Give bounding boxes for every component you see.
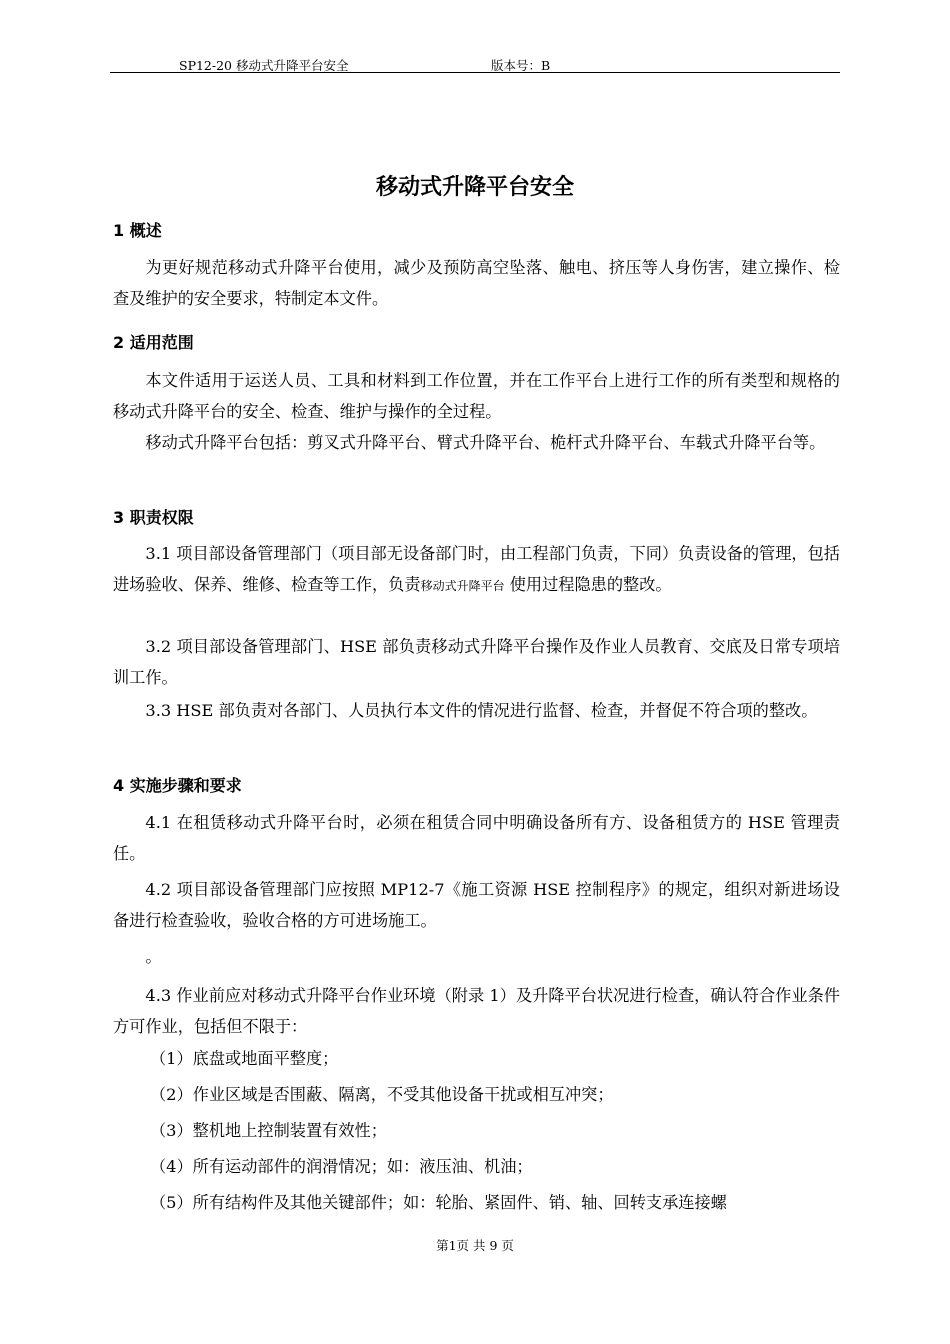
section-3-paragraph-2: 3.2 项目部设备管理部门、HSE 部负责移动式升降平台操作及作业人员教育、交底及日常专项培训工作。 [113, 637, 840, 687]
section-4-paragraph-2: 4.2 项目部设备管理部门应按照 MP12-7《施工资源 HSE 控制程序》的规定，组织对新进场设备进行检查验收，验收合格的方可进场施工。 [113, 880, 840, 930]
header-rule [110, 72, 840, 73]
s3-p1-small-term: 移动式升降平台 [420, 579, 505, 593]
section-2-paragraph-2: 移动式升降平台包括：剪叉式升降平台、臂式升降平台、桅杆式升降平台、车载式升降平台等。 [145, 433, 826, 452]
section-2-paragraph-1: 本文件适用于运送人员、工具和材料到工作位置，并在工作平台上进行工作的所有类型和规格的移动式升降平台的安全、检查、维护与操作的全过程。 [113, 371, 840, 421]
check-item-3: （3）整机地上控制装置有效性； [150, 1121, 387, 1140]
section-4-paragraph-1: 4.1 在租赁移动式升降平台时，必须在租赁合同中明确设备所有方、设备租赁方的 HSE 管理责任。 [113, 813, 840, 863]
s3-p1-part-a: 3.1 项目部设备管理部门（项目部无设备部门时，由工程部门负责，下同）负责设备的管理，包括进场验收、保养、维修、检查等工作，负责 [113, 544, 840, 594]
check-item-4: （4）所有运动部件的润滑情况；如：液压油、机油； [150, 1157, 533, 1176]
header-version: 版本号：B [491, 58, 551, 73]
s3-p1-part-b: 使用过程隐患的整改。 [504, 575, 672, 594]
check-item-2: （2）作业区域是否围蔽、隔离，不受其他设备干扰或相互冲突； [150, 1085, 614, 1104]
document-title: 移动式升降平台安全 [375, 175, 574, 200]
check-item-5: （5）所有结构件及其他关键部件；如：轮胎、紧固件、销、轴、回转支承连接螺 [150, 1193, 727, 1212]
section-3-heading: 3 职责权限 [113, 508, 194, 527]
section-1-paragraph: 为更好规范移动式升降平台使用，减少及预防高空坠落、触电、挤压等人身伤害，建立操作、检查及维护的安全要求，特制定本文件。 [113, 258, 840, 308]
check-item-1: （1）底盘或地面平整度； [150, 1049, 339, 1068]
section-4-paragraph-3: 4.3 作业前应对移动式升降平台作业环境（附录 1）及升降平台状况进行检查，确认符合作业条件方可作业，包括但不限于： [113, 986, 840, 1036]
page-footer: 第1页 共 9 页 [436, 1238, 514, 1253]
section-4-dot-line: 。 [145, 947, 162, 966]
section-3-paragraph-1 [113, 538, 840, 602]
header-doc-id: SP12-20 移动式升降平台安全 [179, 58, 349, 73]
page-header [110, 54, 840, 72]
section-3-paragraph-3: 3.3 HSE 部负责对各部门、人员执行本文件的情况进行监督、检查，并督促不符合项的整改。 [145, 701, 818, 720]
section-4-heading: 4 实施步骤和要求 [113, 776, 242, 795]
section-2-heading: 2 适用范围 [113, 333, 194, 352]
section-1-heading: 1 概述 [113, 221, 162, 240]
